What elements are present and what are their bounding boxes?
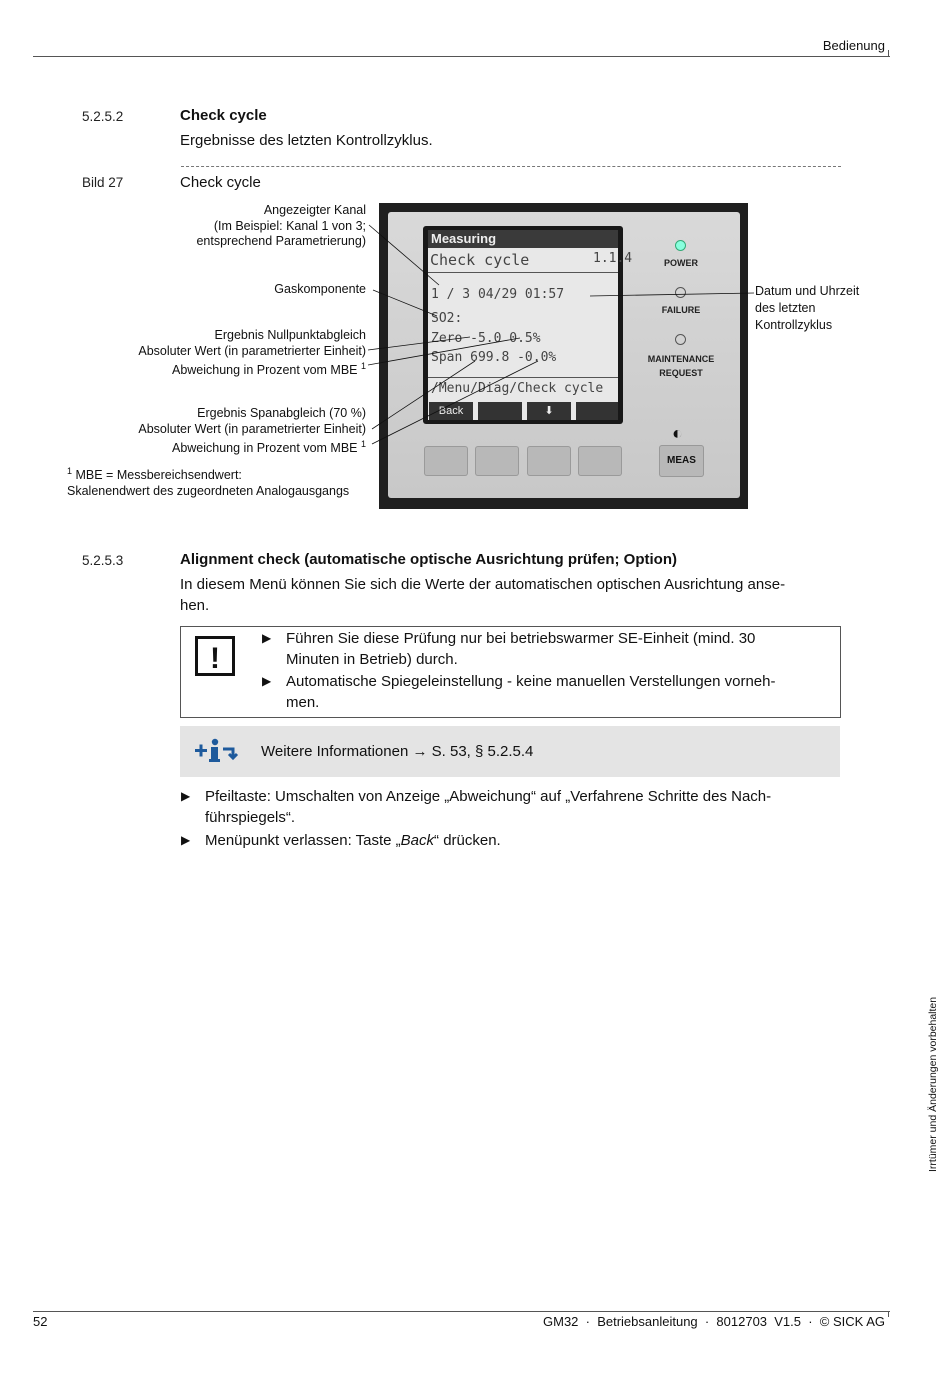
warning-item-1-line1: Führen Sie diese Prüfung nur bei betriebswarmer SE-Einheit (mind. 30 <box>286 630 756 647</box>
callout-zero-line3 <box>138 359 366 379</box>
figure-footnote <box>67 464 349 499</box>
section-title-2: Alignment check (automatische optische Ausrichtung prüfen; Option) <box>180 551 677 568</box>
lcd-zero-result: Zero -5.0 0.5% <box>431 331 541 346</box>
section-number-2: 5.2.5.3 <box>82 553 124 568</box>
warning-exclamation-icon: ! <box>195 636 235 676</box>
maintenance-label <box>626 352 736 380</box>
power-label: POWER <box>663 258 698 268</box>
hardware-button-4[interactable] <box>578 446 622 476</box>
callout-datetime-line3: Kontrollzyklus <box>755 318 833 332</box>
lcd-channel-datetime: 1 / 3 04/29 01:57 <box>431 287 565 302</box>
info-plus-i-icon <box>193 736 243 766</box>
callout-datetime-line2: des letzten <box>755 301 816 315</box>
step-2 <box>205 830 501 851</box>
softkey-2[interactable] <box>478 402 522 420</box>
lcd-subtitle: Check cycle <box>430 251 530 269</box>
callout-gas: Gaskomponente <box>274 282 366 296</box>
section-description-2-line1: In diesem Menü können Sie sich die Werte der automatischen optischen Ausrichtung anse- <box>180 576 786 593</box>
step-2-prefix: Menüpunkt verlassen: Taste „ <box>205 832 401 849</box>
maintenance-label-line2: REQUEST <box>659 368 703 378</box>
warning-item-2-line2: men. <box>286 694 320 711</box>
footnote-line2: Skalenendwert des zugeordneten Analogausgangs <box>67 483 350 498</box>
section-description: Ergebnisse des letzten Kontrollzyklus. <box>180 132 433 149</box>
section-description-2-line2: hen. <box>180 597 210 614</box>
callout-channel <box>196 203 366 250</box>
failure-led-icon <box>675 287 686 298</box>
info-text[interactable]: Weitere Informationen → S. 53, § 5.2.5.4 <box>261 743 534 760</box>
softkey-back[interactable]: Back <box>429 402 473 420</box>
step-2-key: Back <box>400 832 435 849</box>
lcd-title: Measuring <box>431 231 497 246</box>
page-number: 52 <box>33 1314 48 1329</box>
callout-span-line2: Absoluter Wert (in parametrierter Einheit) <box>138 421 366 436</box>
meas-button[interactable]: MEAS <box>659 445 704 477</box>
hardware-button-3[interactable] <box>527 446 571 476</box>
figure-label: Bild 27 <box>82 175 124 190</box>
failure-label: FAILURE <box>661 305 701 315</box>
callout-channel-line2: (Im Beispiel: Kanal 1 von 3; <box>213 218 366 233</box>
softkey-4[interactable] <box>576 402 618 420</box>
bullet-arrow-icon: ▶ <box>181 833 191 847</box>
bullet-arrow-icon: ▶ <box>262 674 272 688</box>
contrast-icon: ◐ <box>672 423 683 443</box>
footnote-line1-text: MBE = Messbereichsendwert: <box>75 468 242 483</box>
warning-item-2-line1: Automatische Spiegeleinstellung - keine manuellen Verstellungen vorneh- <box>286 673 776 690</box>
callout-span-line3-text: Abweichung in Prozent vom MBE <box>171 441 358 456</box>
footnote-ref: 1 <box>360 361 366 371</box>
callout-datetime <box>755 283 859 334</box>
callout-span-line1: Ergebnis Spanabgleich (70 %) <box>197 406 366 420</box>
softkey-down[interactable]: ⬇ <box>527 402 571 420</box>
sidebar-disclaimer: Irrtümer und Änderungen vorbehalten <box>927 996 939 1172</box>
lcd-menu-number: 1.1.4 <box>593 251 633 266</box>
figure-caption: Check cycle <box>180 174 261 191</box>
footnote-marker: 1 <box>67 466 73 476</box>
step-2-suffix: “ drücken. <box>434 832 501 849</box>
lcd-title-bar <box>428 230 618 248</box>
callout-zero-line3-text: Abweichung in Prozent vom MBE <box>171 363 358 378</box>
footer-rule <box>33 1311 890 1312</box>
lcd-menu-path: /Menu/Diag/Check cycle <box>431 381 604 396</box>
callout-channel-line1: Angezeigter Kanal <box>263 203 366 217</box>
callout-zero <box>138 328 366 379</box>
power-led-icon <box>675 240 686 251</box>
hardware-button-1[interactable] <box>424 446 468 476</box>
footer-doc-info: GM32 · Betriebsanleitung · 8012703 V1.5 · © SICK AG <box>543 1314 885 1329</box>
lcd-gas-component: SO2: <box>431 311 463 326</box>
maintenance-label-line1: MAINTENANCE <box>647 354 715 364</box>
footer-rule-tick <box>888 1311 889 1317</box>
lcd-divider <box>428 272 618 273</box>
step-1-line2: führspiegels“. <box>205 809 296 826</box>
footnote-ref: 1 <box>360 439 366 449</box>
dashed-separator <box>181 166 841 167</box>
callout-datetime-line1: Datum und Uhrzeit <box>755 284 860 298</box>
callout-span <box>138 406 366 457</box>
header-rule <box>33 56 890 57</box>
header-rule-tick <box>888 50 889 57</box>
running-header: Bedienung <box>822 38 885 53</box>
callout-span-line3 <box>138 437 366 457</box>
step-1-line1: Pfeiltaste: Umschalten von Anzeige „Abweichung“ auf „Verfahrene Schritte des Nach- <box>205 788 772 805</box>
section-title: Check cycle <box>180 107 267 124</box>
hardware-button-2[interactable] <box>475 446 519 476</box>
lcd-divider-2 <box>428 377 618 378</box>
warning-item-1-line2: Minuten in Betrieb) durch. <box>286 651 458 668</box>
callout-channel-line3: entsprechend Parametrierung) <box>196 234 366 248</box>
callout-zero-line2: Absoluter Wert (in parametrierter Einheit) <box>138 343 366 358</box>
bullet-arrow-icon: ▶ <box>181 789 191 803</box>
maintenance-led-icon <box>675 334 686 345</box>
lcd-span-result: Span 699.8 -0.0% <box>431 350 557 365</box>
callout-zero-line1: Ergebnis Nullpunktabgleich <box>214 328 366 342</box>
section-number: 5.2.5.2 <box>82 109 124 124</box>
bullet-arrow-icon: ▶ <box>262 631 272 645</box>
footnote-line1 <box>67 464 349 484</box>
